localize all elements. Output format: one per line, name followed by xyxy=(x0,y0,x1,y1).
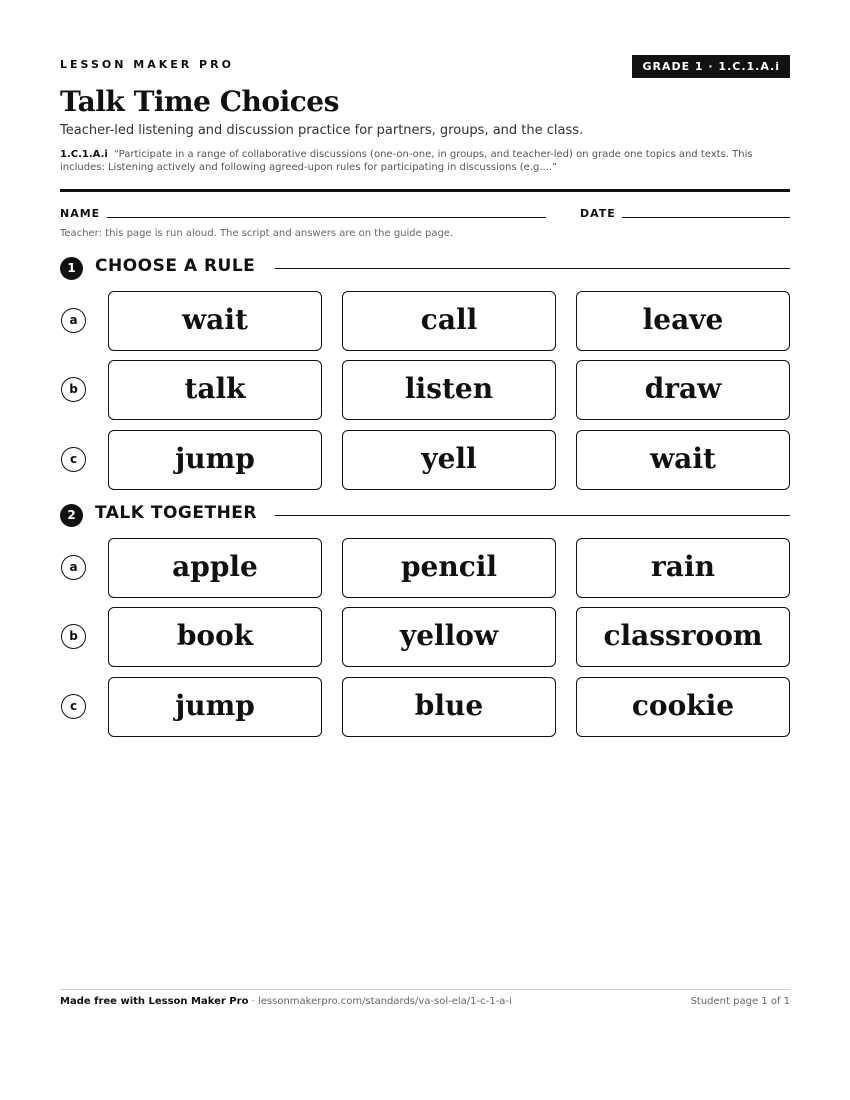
choice-card[interactable]: draw xyxy=(576,360,790,420)
footer-url[interactable]: · lessonmakerpro.com/standards/va-sol-ela/1-c-1-a-i xyxy=(248,996,512,1007)
section-number: 1 xyxy=(60,257,83,280)
section-title: TALK TOGETHER xyxy=(95,503,269,523)
choice-card[interactable]: wait xyxy=(576,430,790,490)
section-title: CHOOSE A RULE xyxy=(95,256,267,276)
standard-description xyxy=(60,148,790,174)
choice-card[interactable]: cookie xyxy=(576,677,790,737)
date-label: DATE xyxy=(580,207,616,220)
section-number: 2 xyxy=(60,504,83,527)
choice-card[interactable]: book xyxy=(108,607,322,667)
page-subtitle: Teacher-led listening and discussion practice for partners, groups, and the class. xyxy=(60,123,584,138)
footer-page-number: Student page 1 of 1 xyxy=(690,996,790,1007)
choice-card[interactable]: jump xyxy=(108,430,322,490)
row-label: b xyxy=(61,624,86,649)
choice-card[interactable]: pencil xyxy=(342,538,556,598)
choice-card[interactable]: blue xyxy=(342,677,556,737)
standard-text: “Participate in a range of collaborative discussions (one-on-one, in groups, and teacher-led) on grade one topics and texts. This includes: Listening actively and following agreed-upon rules for participating in discussions (e.g....” xyxy=(60,149,753,173)
header-divider xyxy=(60,189,790,192)
choice-card[interactable]: listen xyxy=(342,360,556,420)
choice-card[interactable]: call xyxy=(342,291,556,351)
footer-credit xyxy=(60,996,512,1007)
choice-card[interactable]: yell xyxy=(342,430,556,490)
row-label: a xyxy=(61,308,86,333)
choice-card[interactable]: wait xyxy=(108,291,322,351)
brand-name: LESSON MAKER PRO xyxy=(60,58,234,71)
choice-card[interactable]: classroom xyxy=(576,607,790,667)
choice-card[interactable]: leave xyxy=(576,291,790,351)
teacher-note: Teacher: this page is run aloud. The script and answers are on the guide page. xyxy=(60,228,454,239)
section-rule xyxy=(275,515,790,516)
footer-divider xyxy=(60,989,790,990)
name-label: NAME xyxy=(60,207,101,220)
choice-card[interactable]: talk xyxy=(108,360,322,420)
choice-card[interactable]: jump xyxy=(108,677,322,737)
choice-card[interactable]: yellow xyxy=(342,607,556,667)
choice-card[interactable]: apple xyxy=(108,538,322,598)
grade-badge: GRADE 1 · 1.C.1.A.i xyxy=(632,55,790,78)
choice-card[interactable]: rain xyxy=(576,538,790,598)
row-label: a xyxy=(61,555,86,580)
row-label: c xyxy=(61,447,86,472)
footer-made-with: Made free with Lesson Maker Pro xyxy=(60,996,249,1007)
name-field[interactable] xyxy=(107,217,546,218)
date-field[interactable] xyxy=(622,217,790,218)
section-rule xyxy=(275,268,790,269)
standard-code: 1.C.1.A.i xyxy=(60,149,108,160)
row-label: b xyxy=(61,377,86,402)
row-label: c xyxy=(61,694,86,719)
page-title: Talk Time Choices xyxy=(60,85,339,118)
